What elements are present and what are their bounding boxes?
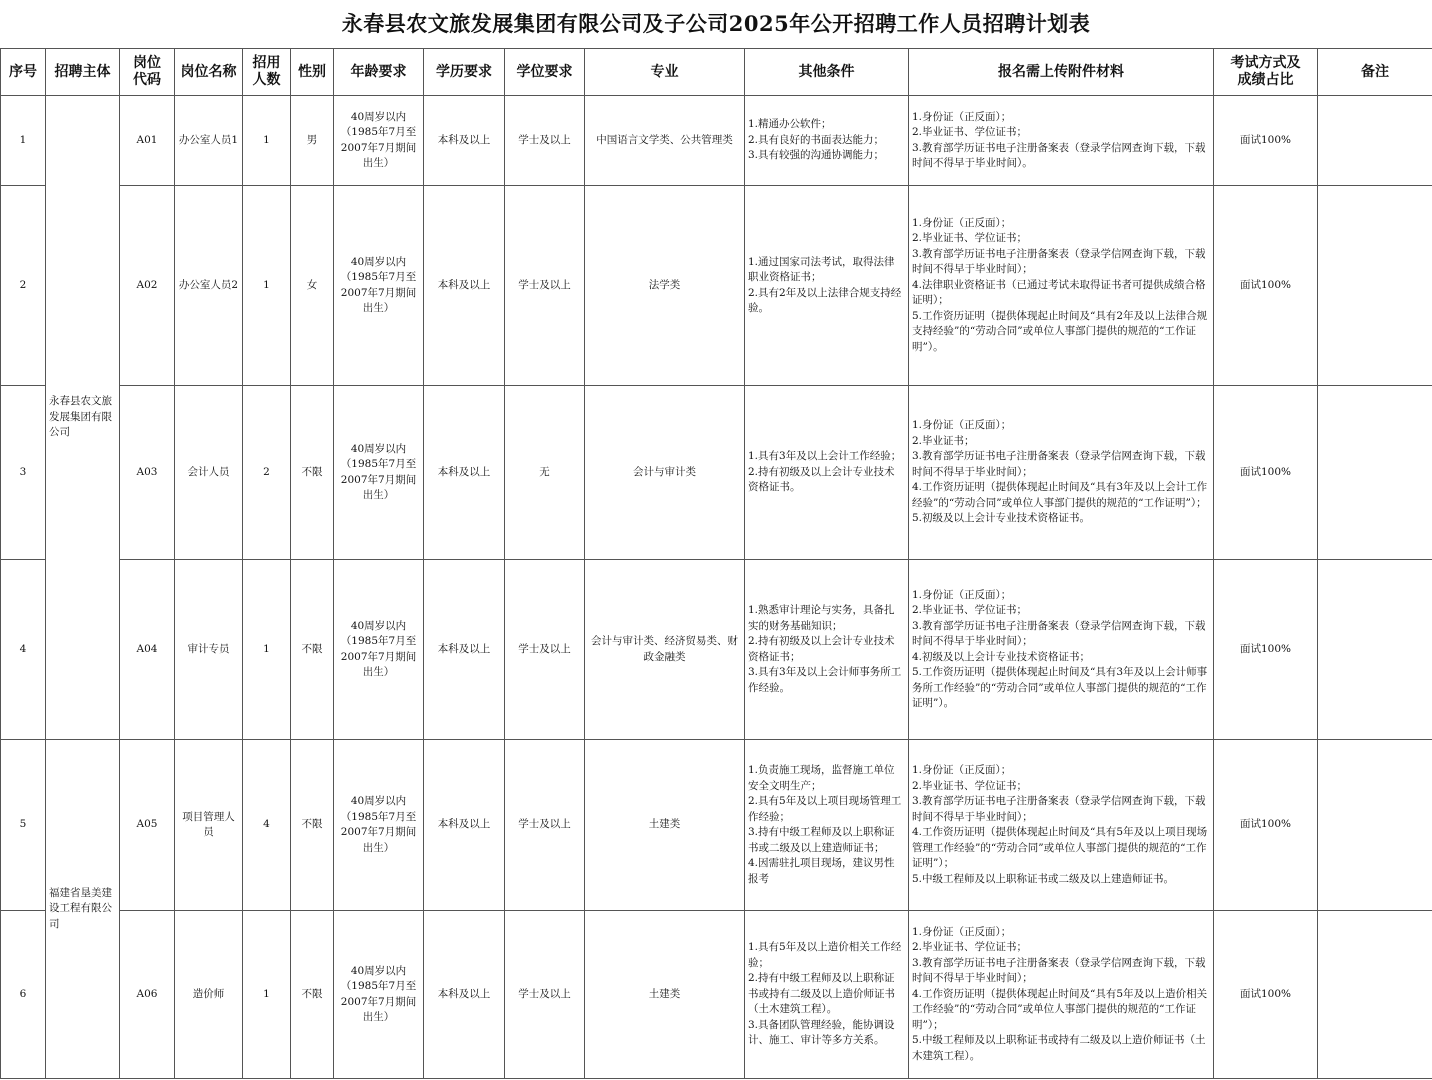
- cell-degree: 学士及以上: [505, 740, 585, 911]
- table-row: [1, 560, 1432, 740]
- table-row: [1, 386, 1432, 560]
- cell-remark: [1318, 560, 1432, 740]
- cell-exam: 面试100%: [1214, 96, 1318, 186]
- header-age: 年龄要求: [334, 49, 424, 96]
- cell-exam: 面试100%: [1214, 560, 1318, 740]
- header-exam: 考试方式及 成绩占比: [1214, 49, 1318, 96]
- header-materials: 报名需上传附件材料: [909, 49, 1214, 96]
- cell-other: 1.具有5年及以上造价相关工作经验； 2.持有中级工程师及以上职称证书或持有二级及以上造价师证书（土木建筑工程）。 3.具备团队管理经验，能协调设计、施工、审计等多方关系。: [745, 911, 909, 1079]
- header-education: 学历要求: [424, 49, 505, 96]
- cell-major: 中国语言文学类、公共管理类: [585, 96, 745, 186]
- cell-major: 会计与审计类: [585, 386, 745, 560]
- cell-seq: 3: [1, 386, 46, 560]
- cell-count: 1: [243, 560, 291, 740]
- header-seq: 序号: [1, 49, 46, 96]
- header-remark: 备注: [1318, 49, 1432, 96]
- header-row: [1, 49, 1432, 96]
- cell-education: 本科及以上: [424, 560, 505, 740]
- cell-major: 土建类: [585, 740, 745, 911]
- cell-exam: 面试100%: [1214, 911, 1318, 1079]
- header-count: 招用 人数: [243, 49, 291, 96]
- cell-gender: 不限: [291, 560, 334, 740]
- table-row: [1, 911, 1432, 1079]
- cell-remark: [1318, 740, 1432, 911]
- cell-code: A02: [120, 186, 175, 386]
- recruitment-table: [0, 48, 1432, 1079]
- cell-code: A01: [120, 96, 175, 186]
- cell-other: 1.熟悉审计理论与实务，具备扎实的财务基础知识； 2.持有初级及以上会计专业技术资格证书； 3.具有3年及以上会计师事务所工作经验。: [745, 560, 909, 740]
- cell-materials: 1.身份证（正反面）； 2.毕业证书、学位证书； 3.教育部学历证书电子注册备案表（登录学信网查询下载，下载时间不得早于毕业时间）； 4.法律职业资格证书（已通过考试未取得证书者可提供成绩合格证明）； 5.工作资历证明（提供体现起止时间及“具有2年及以上法律合规支持经验”的“劳动合同”或单位人事部门提供的规范的“工作证明”）。: [909, 186, 1214, 386]
- cell-age: 40周岁以内 （1985年7月至2007年7月期间出生）: [334, 740, 424, 911]
- cell-major: 会计与审计类、经济贸易类、财政金融类: [585, 560, 745, 740]
- cell-gender: 男: [291, 96, 334, 186]
- cell-materials: 1.身份证（正反面）； 2.毕业证书、学位证书； 3.教育部学历证书电子注册备案表（登录学信网查询下载，下载时间不得早于毕业时间）。: [909, 96, 1214, 186]
- cell-position: 会计人员: [175, 386, 243, 560]
- cell-age: 40周岁以内 （1985年7月至2007年7月期间出生）: [334, 186, 424, 386]
- table-row: [1, 740, 1432, 911]
- cell-exam: 面试100%: [1214, 186, 1318, 386]
- header-employer: 招聘主体: [46, 49, 120, 96]
- cell-education: 本科及以上: [424, 911, 505, 1079]
- cell-exam: 面试100%: [1214, 740, 1318, 911]
- header-other: 其他条件: [745, 49, 909, 96]
- cell-age: 40周岁以内 （1985年7月至2007年7月期间出生）: [334, 911, 424, 1079]
- cell-education: 本科及以上: [424, 386, 505, 560]
- cell-other: 1.具有3年及以上会计工作经验； 2.持有初级及以上会计专业技术资格证书。: [745, 386, 909, 560]
- cell-gender: 不限: [291, 386, 334, 560]
- cell-major: 法学类: [585, 186, 745, 386]
- cell-degree: 无: [505, 386, 585, 560]
- cell-degree: 学士及以上: [505, 96, 585, 186]
- cell-code: A06: [120, 911, 175, 1079]
- cell-gender: 女: [291, 186, 334, 386]
- cell-remark: [1318, 96, 1432, 186]
- cell-age: 40周岁以内 （1985年7月至2007年7月期间出生）: [334, 560, 424, 740]
- header-major: 专业: [585, 49, 745, 96]
- cell-degree: 学士及以上: [505, 911, 585, 1079]
- cell-count: 2: [243, 386, 291, 560]
- cell-education: 本科及以上: [424, 740, 505, 911]
- cell-other: 1.精通办公软件； 2.具有良好的书面表达能力； 3.具有较强的沟通协调能力；: [745, 96, 909, 186]
- cell-age: 40周岁以内 （1985年7月至2007年7月期间出生）: [334, 386, 424, 560]
- cell-count: 4: [243, 740, 291, 911]
- cell-major: 土建类: [585, 911, 745, 1079]
- cell-employer: 福建省垦美建设工程有限公司: [46, 740, 120, 1079]
- cell-materials: 1.身份证（正反面）； 2.毕业证书、学位证书； 3.教育部学历证书电子注册备案表（登录学信网查询下载，下载时间不得早于毕业时间）； 4.工作资历证明（提供体现起止时间及“具有5年及以上造价相关工作经验”的“劳动合同”或单位人事部门提供的规范的“工作证明”）； 5.中级工程师及以上职称证书或持有二级及以上造价师证书（土木建筑工程）。: [909, 911, 1214, 1079]
- cell-remark: [1318, 911, 1432, 1079]
- cell-position: 办公室人员2: [175, 186, 243, 386]
- cell-other: 1.负责施工现场，监督施工单位安全文明生产； 2.具有5年及以上项目现场管理工作经验； 3.持有中级工程师及以上职称证书或二级及以上建造师证书； 4.因需驻扎项目现场，建议男性报考: [745, 740, 909, 911]
- cell-employer: 永春县农文旅发展集团有限公司: [46, 96, 120, 740]
- cell-degree: 学士及以上: [505, 186, 585, 386]
- cell-seq: 1: [1, 96, 46, 186]
- cell-code: A03: [120, 386, 175, 560]
- cell-code: A04: [120, 560, 175, 740]
- cell-materials: 1.身份证（正反面）； 2.毕业证书； 3.教育部学历证书电子注册备案表（登录学信网查询下载，下载时间不得早于毕业时间）； 4.工作资历证明（提供体现起止时间及“具有3年及以上会计工作经验”的“劳动合同”或单位人事部门提供的规范的“工作证明”）； 5.初级及以上会计专业技术资格证书。: [909, 386, 1214, 560]
- cell-age: 40周岁以内 （1985年7月至2007年7月期间出生）: [334, 96, 424, 186]
- cell-degree: 学士及以上: [505, 560, 585, 740]
- cell-count: 1: [243, 911, 291, 1079]
- cell-position: 办公室人员1: [175, 96, 243, 186]
- table-row: [1, 186, 1432, 386]
- cell-seq: 2: [1, 186, 46, 386]
- cell-materials: 1.身份证（正反面）； 2.毕业证书、学位证书； 3.教育部学历证书电子注册备案表（登录学信网查询下载，下载时间不得早于毕业时间）； 4.工作资历证明（提供体现起止时间及“具有5年及以上项目现场管理工作经验”的“劳动合同”或单位人事部门提供的规范的“工作证明”）； 5.中级工程师及以上职称证书或二级及以上建造师证书。: [909, 740, 1214, 911]
- cell-seq: 4: [1, 560, 46, 740]
- cell-materials: 1.身份证（正反面）； 2.毕业证书、学位证书； 3.教育部学历证书电子注册备案表（登录学信网查询下载，下载时间不得早于毕业时间）； 4.初级及以上会计专业技术资格证书； 5.工作资历证明（提供体现起止时间及“具有3年及以上会计师事务所工作经验”的“劳动合同”或单位人事部门提供的规范的“工作证明”）。: [909, 560, 1214, 740]
- header-position: 岗位名称: [175, 49, 243, 96]
- cell-position: 造价师: [175, 911, 243, 1079]
- cell-count: 1: [243, 186, 291, 386]
- cell-code: A05: [120, 740, 175, 911]
- cell-remark: [1318, 186, 1432, 386]
- cell-other: 1.通过国家司法考试，取得法律职业资格证书； 2.具有2年及以上法律合规支持经验。: [745, 186, 909, 386]
- page-title: 永春县农文旅发展集团有限公司及子公司2025年公开招聘工作人员招聘计划表: [341, 11, 1091, 36]
- cell-count: 1: [243, 96, 291, 186]
- cell-seq: 6: [1, 911, 46, 1079]
- cell-seq: 5: [1, 740, 46, 911]
- cell-position: 审计专员: [175, 560, 243, 740]
- cell-education: 本科及以上: [424, 96, 505, 186]
- cell-education: 本科及以上: [424, 186, 505, 386]
- cell-exam: 面试100%: [1214, 386, 1318, 560]
- cell-remark: [1318, 386, 1432, 560]
- header-code: 岗位 代码: [120, 49, 175, 96]
- cell-gender: 不限: [291, 911, 334, 1079]
- header-degree: 学位要求: [505, 49, 585, 96]
- cell-position: 项目管理人员: [175, 740, 243, 911]
- header-gender: 性别: [291, 49, 334, 96]
- cell-gender: 不限: [291, 740, 334, 911]
- table-row: [1, 96, 1432, 186]
